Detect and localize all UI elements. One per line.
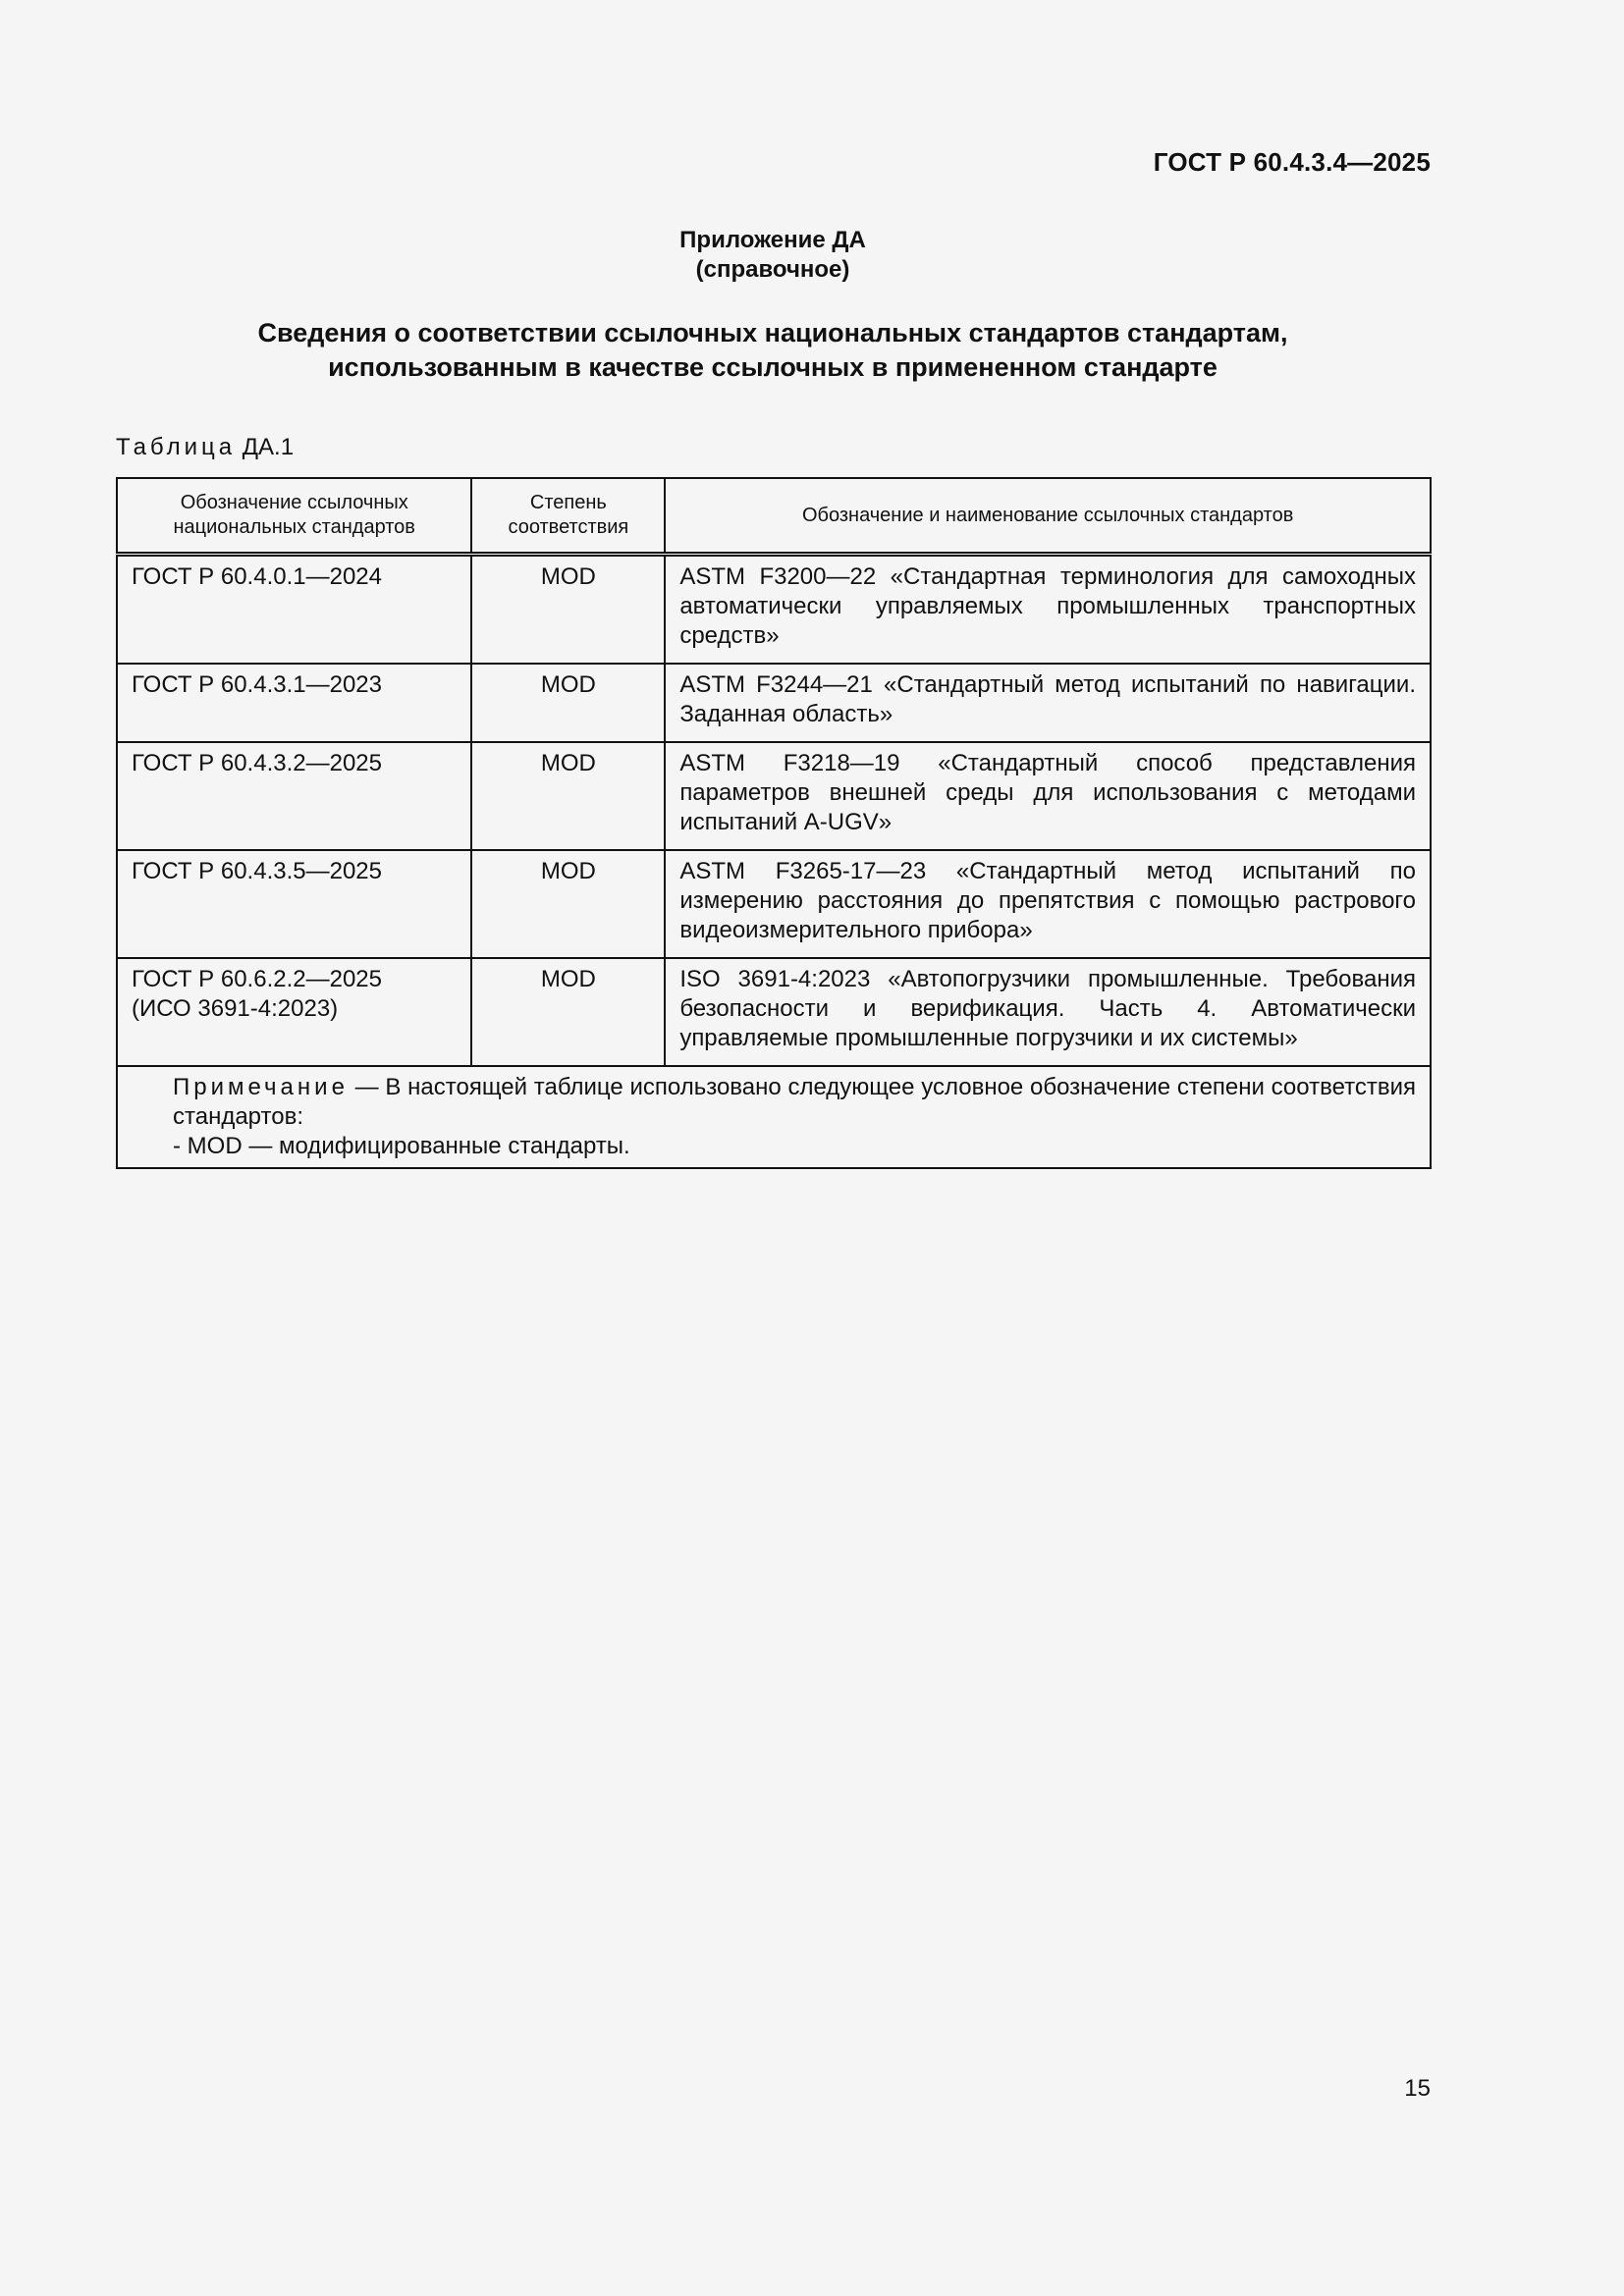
table-row — [117, 958, 1431, 1066]
national-standard-cell — [117, 664, 471, 742]
note-item: - MOD — модифицированные стандарты. — [173, 1133, 630, 1159]
national-standard-equivalent: (ИСО 3691-4:2023) — [132, 995, 339, 1022]
note-text: — В настоящей таблице использовано следующее условное обозначение степени соответствия стандартов: — [173, 1074, 1416, 1130]
degree-cell: MOD — [471, 555, 665, 665]
annex-title: Приложение ДА — [679, 227, 866, 253]
reference-standard-cell: ASTM F3265-17—23 «Стандартный метод испытаний по измерению расстояния до препятствия с помощью растрового видеоизмерительного прибора» — [665, 850, 1431, 958]
header-degree-line2: соответствия — [508, 516, 629, 538]
national-standard: ГОСТ Р 60.4.3.5—2025 — [132, 858, 382, 884]
table-row — [117, 850, 1431, 958]
national-standard-cell — [117, 742, 471, 850]
document-code: ГОСТ Р 60.4.3.4—2025 — [1153, 147, 1431, 177]
national-standard-cell — [117, 850, 471, 958]
degree-cell: MOD — [471, 850, 665, 958]
table-row — [117, 555, 1431, 665]
reference-standard-cell: ASTM F3244—21 «Стандартный метод испытаний по навигации. Заданная область» — [665, 664, 1431, 742]
national-standard: ГОСТ Р 60.6.2.2—2025 — [132, 966, 382, 992]
national-standard-cell — [117, 555, 471, 665]
national-standard-cell — [117, 958, 471, 1066]
header-national-line1: Обозначение ссылочных — [180, 492, 408, 513]
header-national-standard — [117, 478, 471, 555]
table-label-id: ДА.1 — [242, 434, 295, 460]
annex-heading — [0, 226, 1545, 285]
table-label-word: Таблица — [116, 434, 237, 460]
note-label: Примечание — [173, 1074, 349, 1100]
note-paragraph — [132, 1073, 1416, 1132]
table-row — [117, 742, 1431, 850]
annex-status: (справочное) — [695, 256, 850, 283]
national-standard: ГОСТ Р 60.4.0.1—2024 — [132, 563, 382, 590]
header-national-line2: национальных стандартов — [173, 516, 415, 538]
reference-standard-cell: ASTM F3218—19 «Стандартный способ представления параметров внешней среды для использования с методами испытаний A-UGV» — [665, 742, 1431, 850]
national-standard: ГОСТ Р 60.4.3.1—2023 — [132, 671, 382, 698]
table-note — [117, 1066, 1431, 1168]
page-number: 15 — [1404, 2075, 1431, 2102]
section-title-line1: Сведения о соответствии ссылочных национальных стандартов стандартам, — [257, 318, 1288, 347]
table-row — [117, 664, 1431, 742]
section-title-line2: использованным в качестве ссылочных в примененном стандарте — [328, 352, 1218, 382]
reference-standard-cell: ISO 3691-4:2023 «Автопогрузчики промышленные. Требования безопасности и верификация. Часть 4. Автоматически управляемые промышленные погрузчики и их системы» — [665, 958, 1431, 1066]
header-reference-standard: Обозначение и наименование ссылочных стандартов — [665, 478, 1431, 555]
correspondence-table — [116, 477, 1432, 1169]
table-header-row — [117, 478, 1431, 555]
header-degree-line1: Степень — [529, 492, 607, 513]
table-note-row — [117, 1066, 1431, 1168]
reference-standard-cell: ASTM F3200—22 «Стандартная терминология для самоходных автоматически управляемых промышленных транспортных средств» — [665, 555, 1431, 665]
national-standard: ГОСТ Р 60.4.3.2—2025 — [132, 750, 382, 776]
section-title — [0, 316, 1545, 385]
header-degree — [471, 478, 665, 555]
degree-cell: MOD — [471, 664, 665, 742]
table-label — [116, 434, 294, 461]
degree-cell: MOD — [471, 958, 665, 1066]
degree-cell: MOD — [471, 742, 665, 850]
